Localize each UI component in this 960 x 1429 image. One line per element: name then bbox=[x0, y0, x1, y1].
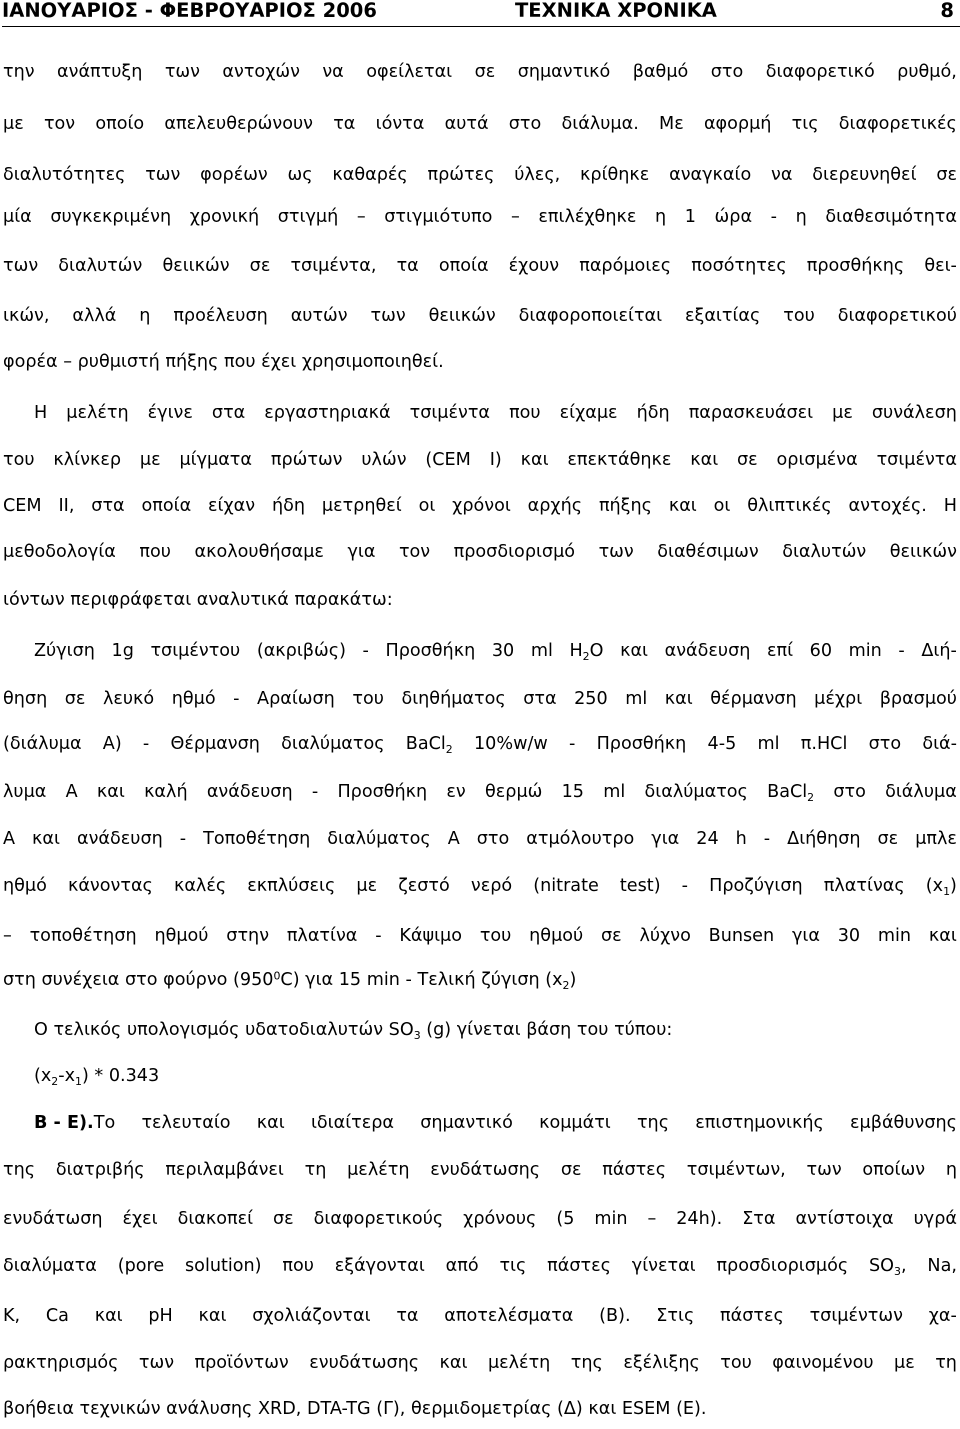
section-be-line: διαλύματα (pore solution) που εξάγονται από τις πάστες γίνεται προσδιορισμός $SO_3$, Na, bbox=[3, 1256, 957, 1278]
procedure-line: (διάλυμα Α) - Θέρμανση διαλύματος BaCl$_2$ 10%w/w - Προσθήκη 4-5 ml π.HCl στο διά- bbox=[3, 734, 957, 756]
paragraph-line: με τον οποίο απελευθερώνουν τα ιόντα αυτά στο διάλυμα. Με αφορμή τις διαφορετικές bbox=[3, 114, 957, 134]
formula-expression: $(x_2-x_1) * 0.343$ bbox=[34, 1066, 160, 1088]
paragraph-line: Η μελέτη έγινε στα εργαστηριακά τσιμέντα που είχαμε ήδη παρασκευάσει με συνάλεση bbox=[34, 403, 957, 423]
section-be-line: βοήθεια τεχνικών ανάλυσης XRD, DTA-TG (Γ), θερμιδομετρίας (Δ) και ESEM (Ε). bbox=[3, 1399, 707, 1419]
procedure-line: Ζύγιση 1g τσιμέντου (ακριβώς) - Προσθήκη 30 ml $H_2O$ και ανάδευση επί 60 min - Διή- bbox=[34, 641, 957, 663]
section-be-line: ενυδάτωση έχει διακοπεί σε διαφορετικούς χρόνους (5 min – 24h). Στα αντίστοιχα υγρά bbox=[3, 1209, 957, 1229]
paragraph-line: ιόντων περιφράφεται αναλυτικά παρακάτω: bbox=[3, 590, 393, 610]
paragraph-line: μεθοδολογία που ακολουθήσαμε για τον προσδιορισμό των διαθέσιμων διαλυτών θειικών bbox=[3, 542, 957, 562]
paragraph-line: φορέα – ρυθμιστή πήξης που έχει χρησιμοποιηθεί. bbox=[3, 352, 444, 372]
header-page-number: 8 bbox=[940, 0, 954, 22]
paragraph-line: του κλίνκερ με μίγματα πρώτων υλών (CEM I) και επεκτάθηκε και σε ορισμένα τσιμέντα bbox=[3, 450, 957, 470]
paragraph-line: διαλυτότητες των φορέων ως καθαρές πρώτες ύλες, κρίθηκε αναγκαίο να διερευνηθεί σε bbox=[3, 165, 957, 185]
procedure-line: – τοποθέτηση ηθμού στην πλατίνα - Κάψιμο του ηθμού σε λύχνο Bunsen για 30 min και bbox=[3, 926, 957, 946]
paragraph-line: μία συγκεκριμένη χρονική στιγμή – στιγμιότυπο – επιλέχθηκε η 1 ώρα - η διαθεσιμότητα bbox=[3, 207, 957, 227]
procedure-line: ηθμό κάνοντας καλές εκπλύσεις με ζεστό νερό (nitrate test) - Προζύγιση πλατίνας $(x_1)$ bbox=[3, 876, 957, 898]
header-journal-title: ΤΕΧΝΙΚΑ ΧΡΟΝΙΚΑ bbox=[515, 0, 717, 22]
procedure-line: λυμα Α και καλή ανάδευση - Προσθήκη εν θερμώ 15 ml διαλύματος BaCl$_2$ στο διάλυμα bbox=[3, 782, 957, 804]
procedure-line: θηση σε λευκό ηθμό - Αραίωση του διηθήματος στα 250 ml και θέρμανση μέχρι βρασμού bbox=[3, 689, 957, 709]
header-date: ΙΑΝΟΥΑΡΙΟΣ - ΦΕΒΡΟΥΑΡΙΟΣ 2006 bbox=[2, 0, 377, 22]
paragraph-line: την ανάπτυξη των αντοχών να οφείλεται σε σημαντικό βαθμό στο διαφορετικό ρυθμό, bbox=[3, 62, 957, 82]
paragraph-line: CEM II, στα οποία είχαν ήδη μετρηθεί οι χρόνοι αρχής πήξης και οι θλιπτικές αντοχές. Η bbox=[3, 496, 957, 516]
procedure-line: Α και ανάδευση - Τοποθέτηση διαλύματος Α στο ατμόλουτρο για 24 h - Διήθηση σε μπλε bbox=[3, 829, 957, 849]
paragraph-line: των διαλυτών θειικών σε τσιμέντα, τα οποία έχουν παρόμοιες ποσότητες προσθήκης θει- bbox=[3, 256, 957, 276]
section-be-line: της διατριβής περιλαμβάνει τη μελέτη ενυδάτωσης σε πάστες τσιμέντων, των οποίων η bbox=[3, 1160, 957, 1180]
section-be-line: K, Ca και pH και σχολιάζονται τα αποτελέσματα (Β). Στις πάστες τσιμέντων χα- bbox=[3, 1306, 957, 1326]
formula-intro: Ο τελικός υπολογισμός υδατοδιαλυτών $SO_3$ (g) γίνεται βάση του τύπου: bbox=[34, 1020, 673, 1042]
section-be-line: ρακτηρισμός των προϊόντων ενυδάτωσης και μελέτη της εξέλιξης του φαινομένου με τη bbox=[3, 1353, 957, 1373]
procedure-line: στη συνέχεια στο φούρνο $(950^0C)$ για 15 min - Τελική ζύγιση $(x_2)$ bbox=[3, 969, 577, 992]
page-header bbox=[2, 0, 960, 27]
paragraph-line: ικών, αλλά η προέλευση αυτών των θειικών διαφοροποιείται εξαιτίας του διαφορετικού bbox=[3, 306, 957, 326]
section-be-line: Β - Ε).Το τελευταίο και ιδιαίτερα σημαντικό κομμάτι της επιστημονικής εμβάθυνσης bbox=[34, 1113, 957, 1133]
